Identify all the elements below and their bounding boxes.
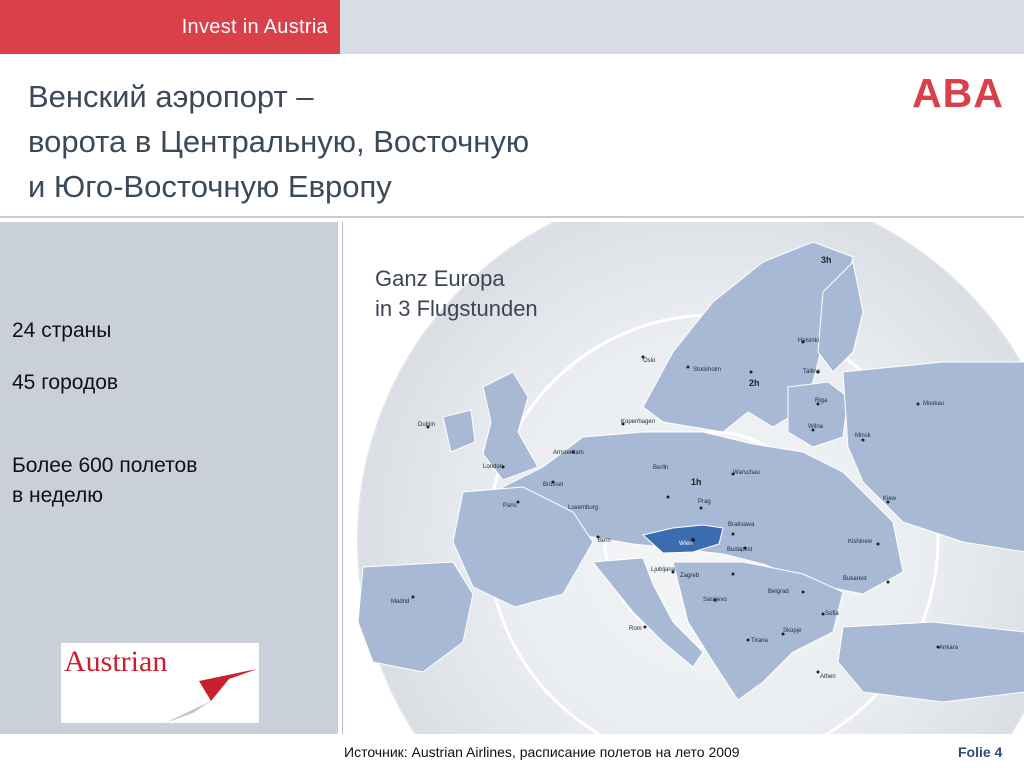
city-prague: Prag (698, 499, 711, 505)
ring-label-2h: 2h (749, 378, 760, 388)
page-number: Folie 4 (958, 744, 1003, 760)
city-ankara: Ankara (939, 645, 959, 651)
city-skopje: Skopje (783, 628, 802, 634)
title-line-1: Венский аэропорт – (28, 79, 314, 114)
city-vienna: Wien (679, 541, 693, 547)
city-paris: Paris (503, 503, 517, 509)
city-belgrade: Belgrad (768, 589, 789, 595)
city-luxembourg: Luxemburg (568, 505, 599, 511)
flights-line-1: Более 600 полетов (12, 454, 198, 477)
aba-logo: ABA (912, 70, 1004, 116)
austrian-airlines-logo (61, 643, 259, 723)
city-copenhagen: Kopenhagen (621, 419, 656, 425)
city-amsterdam: Amsterdam (553, 450, 584, 456)
city-budapest: Budapest (727, 547, 753, 553)
brand-banner (0, 0, 340, 54)
austrian-arrow-icon (61, 643, 259, 723)
city-minsk: Minsk (855, 433, 871, 439)
brand-text: Invest in Austria (181, 16, 328, 38)
map-title (375, 264, 538, 324)
city-vilnius: Wilna (808, 424, 824, 430)
countries-stat: 24 страны (12, 319, 112, 342)
baltics-shape (788, 382, 848, 447)
city-tallinn: Tallinn (803, 369, 821, 375)
city-bucharest: Bukarest (843, 576, 867, 582)
map-title-line-2: in 3 Flugstunden (375, 296, 538, 321)
map-title-line-1: Ganz Europa (375, 266, 505, 291)
header-bar (340, 0, 1024, 54)
city-ljubljana: Ljubljana (651, 567, 676, 573)
city-chisinau: Kishinew (848, 539, 873, 545)
europe-map (342, 222, 1024, 734)
title-line-3: и Юго-Восточную Европу (28, 169, 392, 204)
title-line-2: ворота в Центральную, Восточную (28, 124, 530, 159)
city-bratislava: Bratislava (728, 522, 755, 528)
city-sofia: Sofia (825, 611, 839, 617)
city-helsinki: Helsinki (798, 338, 820, 344)
city-stockholm: Stockholm (693, 367, 722, 373)
city-sarajevo: Sarajevo (703, 597, 727, 603)
flights-stat (12, 451, 197, 511)
city-kiev: Kiew (883, 496, 897, 502)
city-rome: Rom (629, 626, 642, 632)
city-bern: Bern (598, 538, 611, 544)
source-note: Источник: Austrian Airlines, расписание полетов на лето 2009 (344, 744, 740, 760)
city-warsaw: Warschau (733, 470, 760, 476)
city-zagreb: Zagreb (680, 573, 700, 579)
city-brussels: Brüssel (543, 482, 564, 488)
ring-label-1h: 1h (691, 477, 702, 487)
divider (0, 216, 1024, 218)
city-riga: Riga (815, 398, 828, 404)
city-moscow: Moskau (923, 401, 945, 407)
city-oslo: Oslo (643, 358, 656, 364)
city-madrid: Madrid (391, 599, 410, 605)
austrian-logo-text: Austrian (64, 645, 168, 678)
slide-title (28, 74, 529, 209)
city-berlin: Berlin (653, 465, 669, 471)
cities-stat: 45 городов (12, 371, 119, 394)
turkey-shape (838, 622, 1024, 702)
city-tirana: Tirana (751, 638, 768, 644)
city-london: London (483, 464, 504, 470)
city-athens: Athen (820, 674, 836, 680)
city-dublin: Dublin (418, 422, 436, 428)
ring-label-3h: 3h (821, 255, 832, 265)
flights-line-2: в неделю (12, 484, 104, 507)
